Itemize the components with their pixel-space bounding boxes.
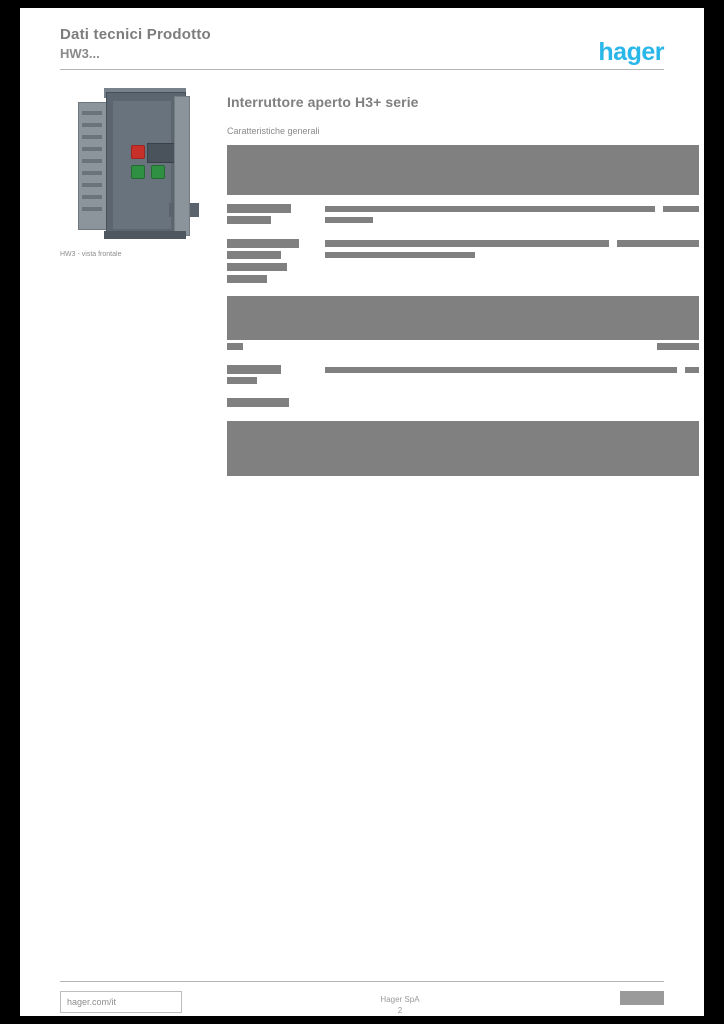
rail-slot [82,159,102,163]
hager-logo [568,37,664,66]
spec-group-3 [227,239,699,287]
rail-slot [82,111,102,115]
spec-label [227,216,271,224]
spec-label [227,365,281,374]
device-right-panel [174,96,190,236]
spec-value [325,240,609,247]
footer-page-number [620,991,664,1005]
spec-block-3 [227,421,699,476]
device-base [104,231,186,239]
product-caption: HW3 - vista frontale [60,251,122,258]
content-column [227,94,699,485]
product-image [60,88,212,240]
footer-center-text [320,994,480,1016]
footer-company: Hager SpA [380,995,420,1004]
section-heading: Interruttore aperto H3+ serie [227,94,419,110]
spec-label [227,239,299,248]
spec-value [325,252,475,258]
circuit-breaker-illustration [78,92,200,237]
spec-block-2 [227,296,699,340]
spec-value [325,367,677,373]
spec-group-2 [227,204,699,230]
footer-line2: 2 [397,1006,403,1015]
display-icon [147,143,175,163]
spec-label [227,251,281,259]
spec-note-value [657,343,699,350]
device-side-rail [78,102,108,230]
spec-label [227,377,257,384]
footer-divider [60,981,664,982]
reset-button-icon [151,165,165,179]
rail-slot [82,123,102,127]
open-button-icon [131,145,145,159]
header-divider [60,69,664,70]
document-page [20,8,704,1016]
logo-text: hager [598,37,664,66]
spec-value [663,206,699,212]
footer-url-link[interactable] [60,991,182,1013]
spec-value [325,217,373,223]
spec-label [227,398,289,407]
close-button-icon [131,165,145,179]
spec-group-5 [227,365,699,389]
rail-slot [82,207,102,211]
spec-value [617,240,699,247]
spec-label [227,263,287,271]
spec-label [227,275,267,283]
section-subheading: Caratteristiche generali [227,126,320,136]
spec-group-6-label [227,398,699,412]
spec-group-4 [227,296,699,356]
rail-slot [82,135,102,139]
spec-value [325,206,655,212]
footer-url-text: hager.com/it [67,997,117,1007]
spec-block-1 [227,145,699,195]
rail-slot [82,183,102,187]
spec-value [685,367,699,373]
page-subtitle: HW3... [60,46,100,61]
rail-slot [82,171,102,175]
spec-note-label [227,343,243,350]
spec-label [227,204,291,213]
page-title: Dati tecnici Prodotto [60,26,211,43]
rail-slot [82,147,102,151]
rail-slot [82,195,102,199]
page-header [60,20,664,68]
